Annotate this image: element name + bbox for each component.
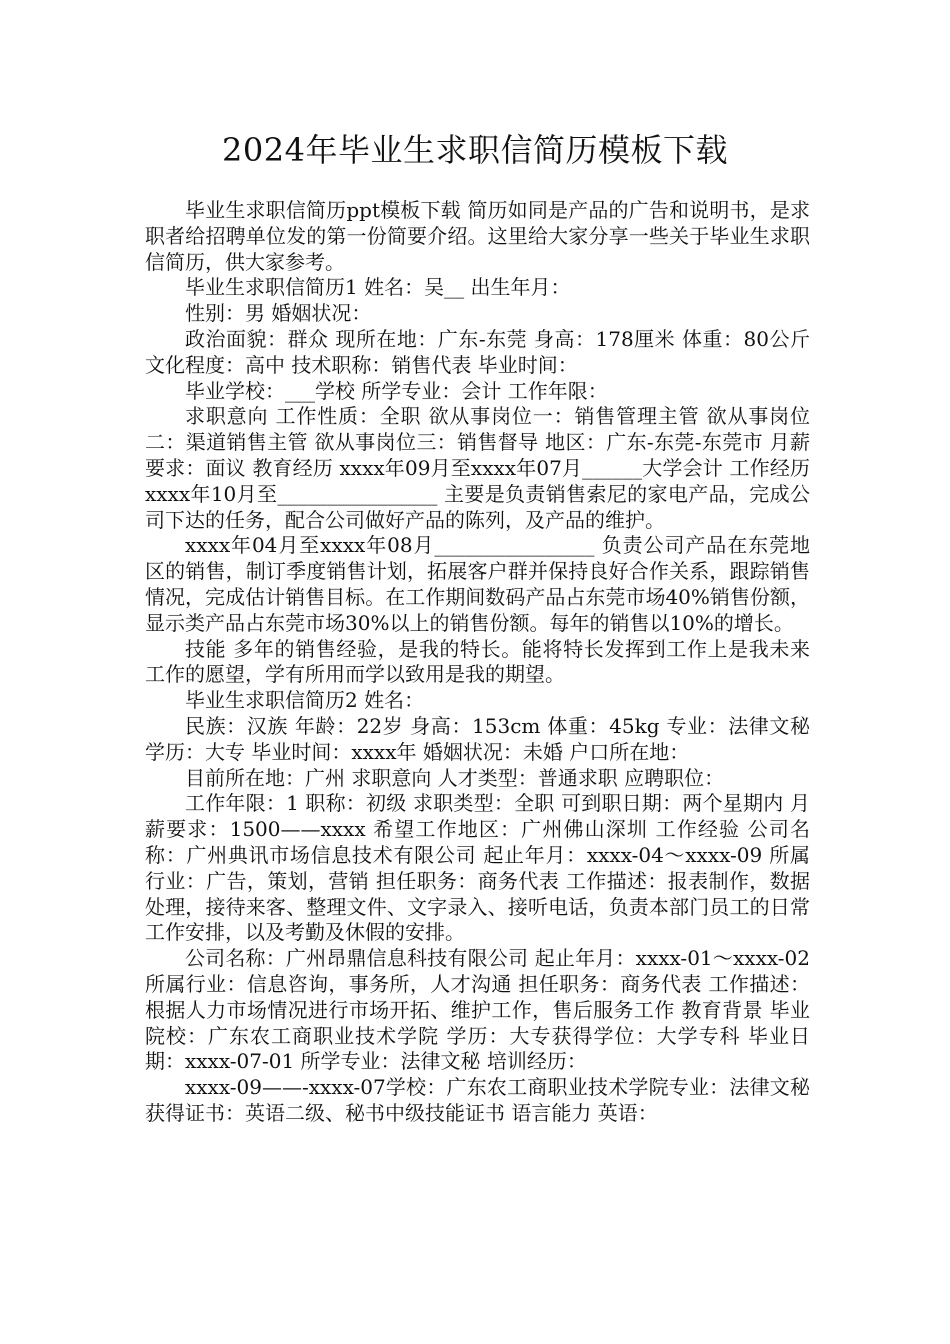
paragraph-resume2-basic: 民族：汉族 年龄：22岁 身高：153cm 体重：45kg 专业：法律文秘 学历：大专 毕业时间：xxxx年 婚姻状况：未婚 户口所在地： — [145, 713, 810, 764]
paragraph-resume2-work2: 公司名称：广州昂鼎信息科技有限公司 起止年月：xxxx-01～xxxx-02 所属行业：信息咨询，事务所，人才沟通 担任职务：商务代表 工作描述：根据人力市场情况进行市场开拓、维护工作，售后服务工作 教育背景 毕业院校：广东农工商职业技术学院 学历：大专获得学位：大学专科 毕业日期：xxxx-07-01 所学专业：法律文秘 培训经历： — [145, 946, 810, 1074]
paragraph-resume1-skills: 技能 多年的销售经验，是我的特长。能将特长发挥到工作上是我未来工作的愿望，学有所用而学以致用是我的期望。 — [145, 636, 810, 687]
paragraph-resume1-school: 毕业学校：___学校 所学专业：会计 工作年限： — [185, 378, 608, 403]
paragraph-resume1-experience: xxxx年04月至xxxx年08月________________ 负责公司产品在东莞地区的销售，制订季度销售计划，拓展客户群并保持良好合作关系，跟踪销售情况，完成估计销售目标。在工作期间数码产品占东莞市场40%销售份额，显示类产品占东莞市场30%以上的销售份额。每年的销售以10%的增长。 — [145, 533, 810, 635]
document-body — [145, 198, 810, 1127]
paragraph-resume1-gender: 性别：男 婚姻状况： — [185, 301, 372, 326]
paragraph-resume2-location: 目前所在地：广州 求职意向 人才类型：普通求职 应聘职位： — [185, 765, 725, 790]
paragraph-resume2-training: xxxx-09——-xxxx-07学校：广东农工商职业技术学院专业：法律文秘获得证书：英语二级、秘书中级技能证书 语言能力 英语： — [145, 1075, 810, 1125]
document-title: 2024年毕业生求职信简历模板下载 — [222, 131, 728, 169]
paragraph-resume2-name: 毕业生求职信简历2 姓名： — [185, 688, 425, 713]
paragraph-resume1-name: 毕业生求职信简历1 姓名：吴__ 出生年月： — [185, 275, 571, 300]
paragraph-intro: 毕业生求职信简历ppt模板下载 简历如同是产品的广告和说明书，是求职者给招聘单位发的第一份简要介绍。这里给大家分享一些关于毕业生求职信简历，供大家参考。 — [145, 198, 810, 274]
paragraph-resume1-intent: 求职意向 工作性质：全职 欲从事岗位一：销售管理主管 欲从事岗位二：渠道销售主管 欲从事岗位三：销售督导 地区：广东-东莞-东莞市 月薪要求：面议 教育经历 xxxx年09月至xxxx年07月______大学会计 工作经历 xxxx年10月至________________ 主要是负责销售索尼的家电产品，完成公司下达的任务，配合公司做好产品的陈列，及产品的维护。 — [145, 404, 810, 532]
paragraph-resume1-politics: 政治面貌：群众 现所在地：广东-东莞 身高：178厘米 体重：80公斤 文化程度：高中 技术职称：销售代表 毕业时间： — [145, 326, 810, 377]
paragraph-resume2-work1: 工作年限：1 职称：初级 求职类型：全职 可到职日期：两个星期内 月薪要求：1500——xxxx 希望工作地区：广州佛山深圳 工作经验 公司名称：广州典讯市场信息技术有限公司 起止年月：xxxx-04～xxxx-09 所属行业：广告，策划，营销 担任职务：商务代表 工作描述：报表制作，数据处理，接待来客、整理文件、文字录入、接听电话，负责本部门员工的日常工作安排，以及考勤及休假的安排。 — [145, 791, 810, 945]
